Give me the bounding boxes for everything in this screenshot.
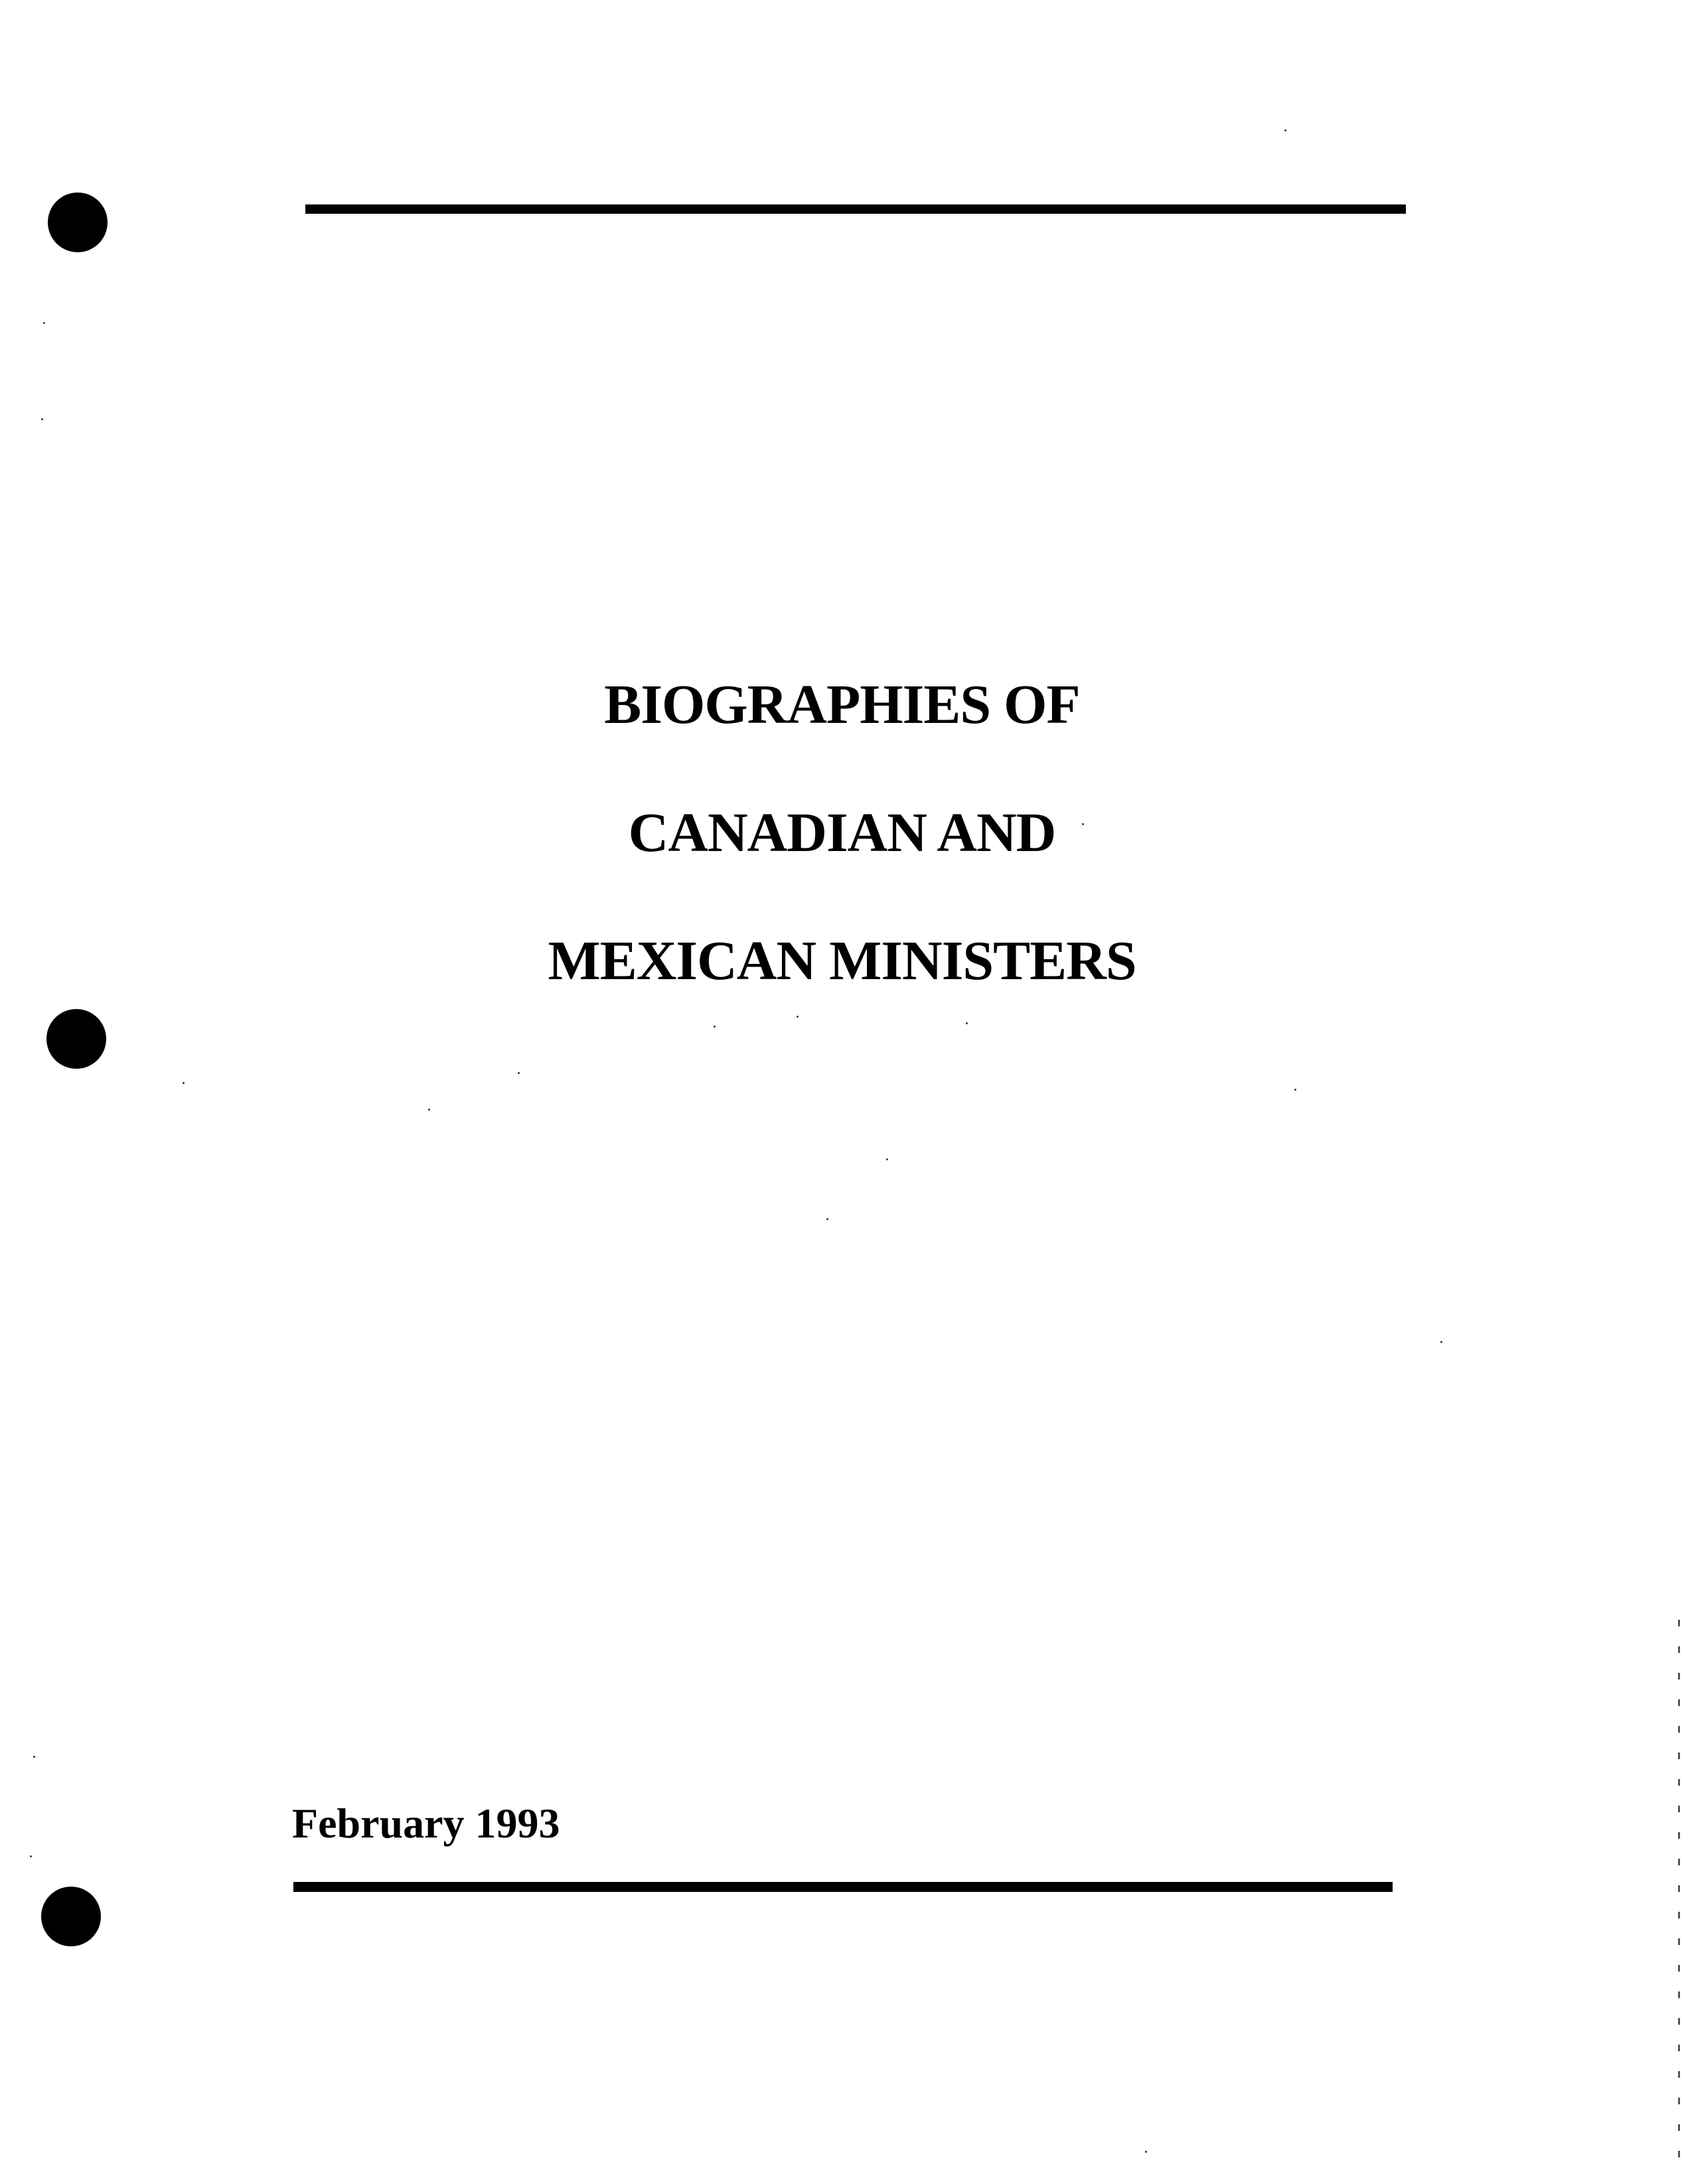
scan-speck	[43, 322, 45, 324]
scan-speck	[41, 418, 43, 420]
top-rule	[305, 204, 1406, 214]
scan-speck	[1440, 1341, 1442, 1343]
scan-speck	[428, 1109, 430, 1111]
scan-speck	[1284, 129, 1286, 131]
scan-speck	[30, 1855, 32, 1857]
scan-edge-mark	[1678, 1620, 1680, 2164]
bottom-rule	[293, 1882, 1393, 1892]
binder-hole-middle	[46, 1009, 106, 1069]
title-line-3: MEXICAN MINISTERS	[548, 930, 1136, 992]
scan-speck	[714, 1026, 716, 1028]
scan-speck	[966, 1022, 968, 1024]
title-line-2: CANADIAN AND	[628, 802, 1056, 864]
scan-speck	[518, 1072, 520, 1074]
scan-speck	[826, 1218, 828, 1220]
document-date: February 1993	[292, 1800, 560, 1847]
scan-speck	[1294, 1089, 1296, 1091]
binder-hole-bottom	[41, 1887, 101, 1946]
scan-speck	[1082, 823, 1084, 825]
scan-speck	[1145, 2151, 1147, 2153]
scan-speck	[33, 1756, 35, 1758]
document-title	[0, 674, 1684, 992]
title-line-1: BIOGRAPHIES OF	[604, 674, 1080, 736]
binder-hole-top	[48, 193, 108, 252]
scan-speck	[183, 1082, 185, 1084]
scan-speck	[886, 1158, 888, 1160]
scan-speck	[797, 1016, 799, 1018]
